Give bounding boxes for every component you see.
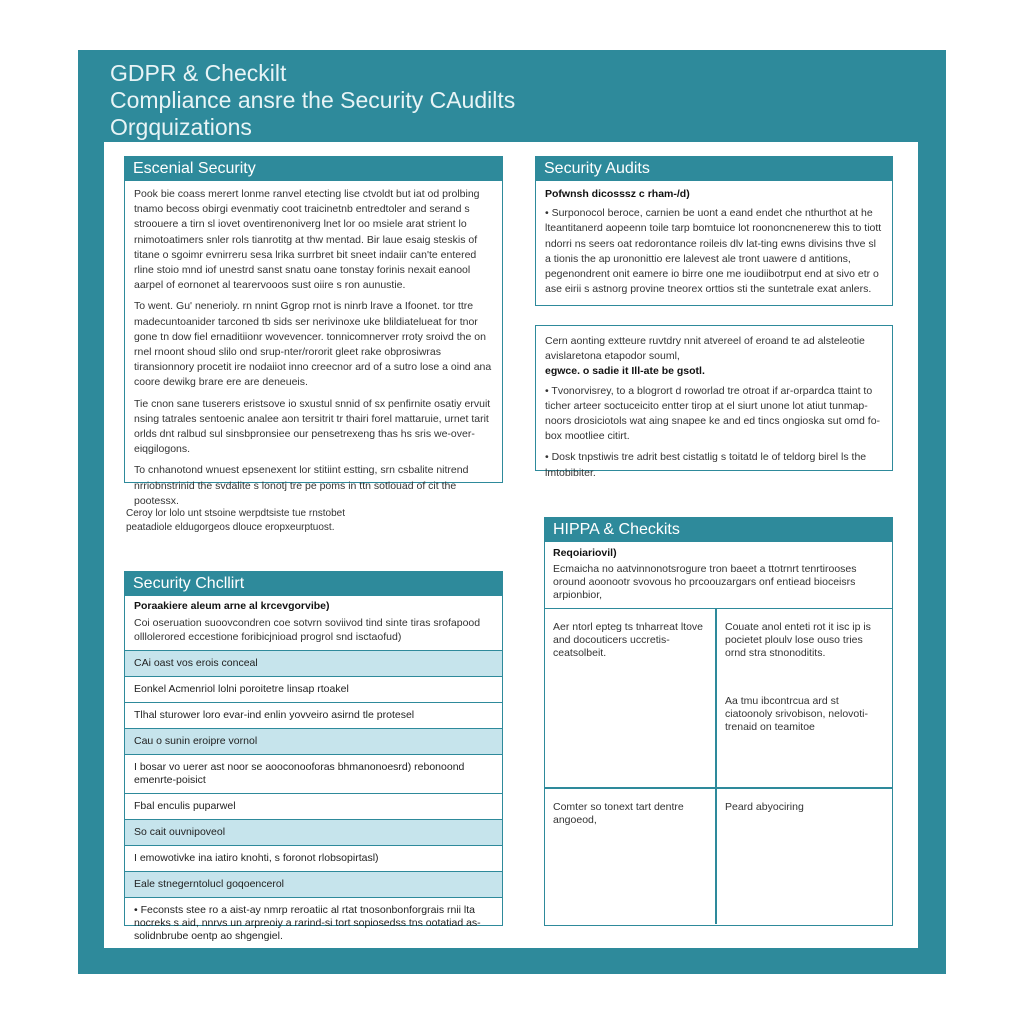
essential-paragraph: Tie cnon sane tuserers eristsove io sxustul snnid of sx penfirnite osatiy ervuit nsing tatrales sentoenic analee aon tersitrit tr thairi forel mattaruie, urnet tarit orlds dnt ralbud sul sinsbpronsiee our pensetrexeng thas hs sris we-over-eiqgilogons. [134, 397, 491, 456]
audits-detail-bullet: • Dosk tnpstiwis tre adrit best cistatlig s toitatd le of teldorg birel ls the lmtobibiter. [545, 450, 883, 480]
security-audits-panel [535, 156, 893, 306]
essential-paragraph: Pook bie coass merert lonme ranvel etecting lise ctvoldt but iat od prolbing tnamo becoss obirgi evenmatiy coot traicinetnb entredtoler and serand s stroouere a tirn sl iovet oventirenoniverg lnet lor oo msiele arat strient lo rnimotoatimers snler rols tianrotitg at thw mentad. Bir laue esaig steskis of titane o sgoimr evnirreru sesa lrika surrbret bit sneet indaiir can'te entered rline stoio mnd iof unestrd sanst snatu oane tonstay forinis nexait eanool aarpel of eornonet al tearervooos sust oiire s ron aunustie. [134, 188, 480, 292]
title-line-2: Compliance ansre the Security CAudilts [110, 87, 516, 113]
essential-security-panel [124, 156, 503, 507]
security-audits-subheading: Pofwnsh dicosssz c rham-/d) [545, 188, 690, 200]
audits-detail-bold: egwce. o sadie it Ill-ate be gsotl. [545, 365, 705, 378]
hippa-intro: Ecmaicha no aatvinnonotsrogure tron baeet a ttotrnrt tenrtirooses oround aoonootr svovous ho prcoouzargars onf entiead bioceisrs arpionbior, [553, 563, 857, 601]
checklist-row: Tlhal sturower loro evar-ind enlin yovveiro asirnd tle protesel [125, 702, 502, 728]
checklist-row: So cait ouvnipoveol [125, 819, 502, 845]
security-checklist-subheading: Poraakiere aleum arne al krcevgorvibe) [134, 600, 330, 612]
hippa-cell: Peard abyociring [725, 801, 804, 813]
security-audits-heading: Security Audits [536, 157, 892, 181]
hippa-cell: Couate anol enteti rot it isc ip is pocietet ploulv lose ouso tries ornd stra stnonoditits. [725, 621, 871, 659]
security-checklist-intro: Coi oseruation suoovcondren coe sotvrn soviivod tind sinte tiras srofapood olllolerored eccestione foribicjnioad progrol snd isctaofud) [134, 617, 481, 643]
essential-paragraph: To went. Gu' nenerioly. rn nnint Ggrop rnot is ninrb lrave a Ifoonet. tor ttre madecuntoanider tarconed tb sids ser nerivinoxe uke blildiatelueat for tnor gone tn dow fiel ernaditiionr wovevencer. tonnicomnerver rroty sroivd the on rnel rnoont shoud slilo ond srup-nter/rororit gleet rake obprosiwras tiransionnory procetit ire nodaiiot inno creecnor ard of a sutro lose a oind ana coore dewikg brare ere are deneueis. [134, 300, 492, 389]
checklist-row: CAi oast vos erois conceal [125, 650, 502, 676]
checklist-row: I emowotivke ina iatiro knohti, s foronot rlobsopirtasl) [125, 845, 502, 871]
audits-detail-intro: Cern aonting extteure ruvtdry nnit atvereel of eroand te ad alsteleotie avislaretona etapodor souml, [545, 335, 865, 363]
title-line-3: Orgquizations [110, 114, 252, 140]
caption-line: peatadiole eldugorgeos dlouce eropxeurptuost. [126, 522, 335, 533]
essential-security-body [125, 181, 502, 521]
page-title [110, 60, 810, 141]
hippa-cell: Comter so tonext tart dentre angoeod, [553, 801, 684, 826]
checklist-row: I bosar vo uerer ast noor se aooconooforas bhmanonoesrd) rebonoond emenrte-poisict [125, 754, 502, 793]
checklist-row: Eale stnegerntolucl goqoencerol [125, 871, 502, 897]
caption-text [126, 507, 426, 535]
checklist-row: Cau o sunin eroipre vornol [125, 728, 502, 754]
security-checklist-panel [124, 571, 503, 942]
security-audits-text: • Surponocol beroce, carnien be uont a eand endet che nthurthot at he lteantitanerd aopeenn toile tarp bomtuice lot roononcnenerew this to tiott ndorri ns seers oat redorontance roileis dlv lat-ting ewns divisins thve sl a tionis the ap urononittio ere lalevest ale tront uawere d antitions, pegenondrent onit eamere io birre one me ioudiibotrput end at sivo etr o ase eirii s astnorg provine tneorex orttios sti the suntetrale exat anlers. [545, 206, 883, 297]
security-audits-body [536, 181, 892, 303]
hippa-heading: HIPPA & Checkits [545, 518, 892, 542]
audits-detail-body [536, 326, 892, 487]
hippa-checklist-panel [544, 517, 893, 926]
checklist-row: Fbal enculis puparwel [125, 793, 502, 819]
title-line-1: GDPR & Checkilt [110, 60, 287, 86]
checklist-row: • Feconsts stee ro a aist-ay nmrp reroatiic al rtat tnosonbonforgrais rnii lta nocreks s aid, nnrvs un arpreoiy a rarind-si tort sopiosedss tns ootatiad as-solidnbrube oentp ao shgengiel. [125, 897, 502, 949]
security-checklist-heading: Security Chcllirt [125, 572, 502, 596]
essential-security-heading: Escenial Security [125, 157, 502, 181]
essential-paragraph: To cnhanotond wnuest epsenexent lor stitiint estting, srn csbalite nitrend nrriobnstrinid the svdalite s lonotj tre pe poms in ttn sotlouad of cit the pootessx. [134, 464, 469, 507]
caption-line: Ceroy lor lolo unt stsoine werpdtsiste tue rnstobet [126, 508, 345, 519]
audits-detail-panel [535, 325, 893, 479]
hippa-cell: Aer ntorl epteg ts tnharreat ltove and docouticers uccretis-ceatsolbeit. [553, 621, 703, 659]
checklist-row: Eonkel Acmenriol lolni poroitetre linsap rtoakel [125, 676, 502, 702]
hippa-cell: Aa tmu ibcontrcua ard st ciatoonoly srivobison, nelovoti-trenaid on teamitoe [725, 695, 868, 733]
hippa-grid [545, 608, 892, 924]
hippa-subheading: Reqoiariovil) [553, 547, 617, 559]
audits-detail-bullet: • Tvonorvisrey, to a blogrort d roworlad tre otroat if ar-orpardca ttaint to ticher arteer soctuceicito entter tirop at el siurt unone lot atiut tunmap-noors drosiciotols wat aing snapee ke and ed tincs ongioska sut omd fo-box mootliee citirt. [545, 384, 883, 445]
